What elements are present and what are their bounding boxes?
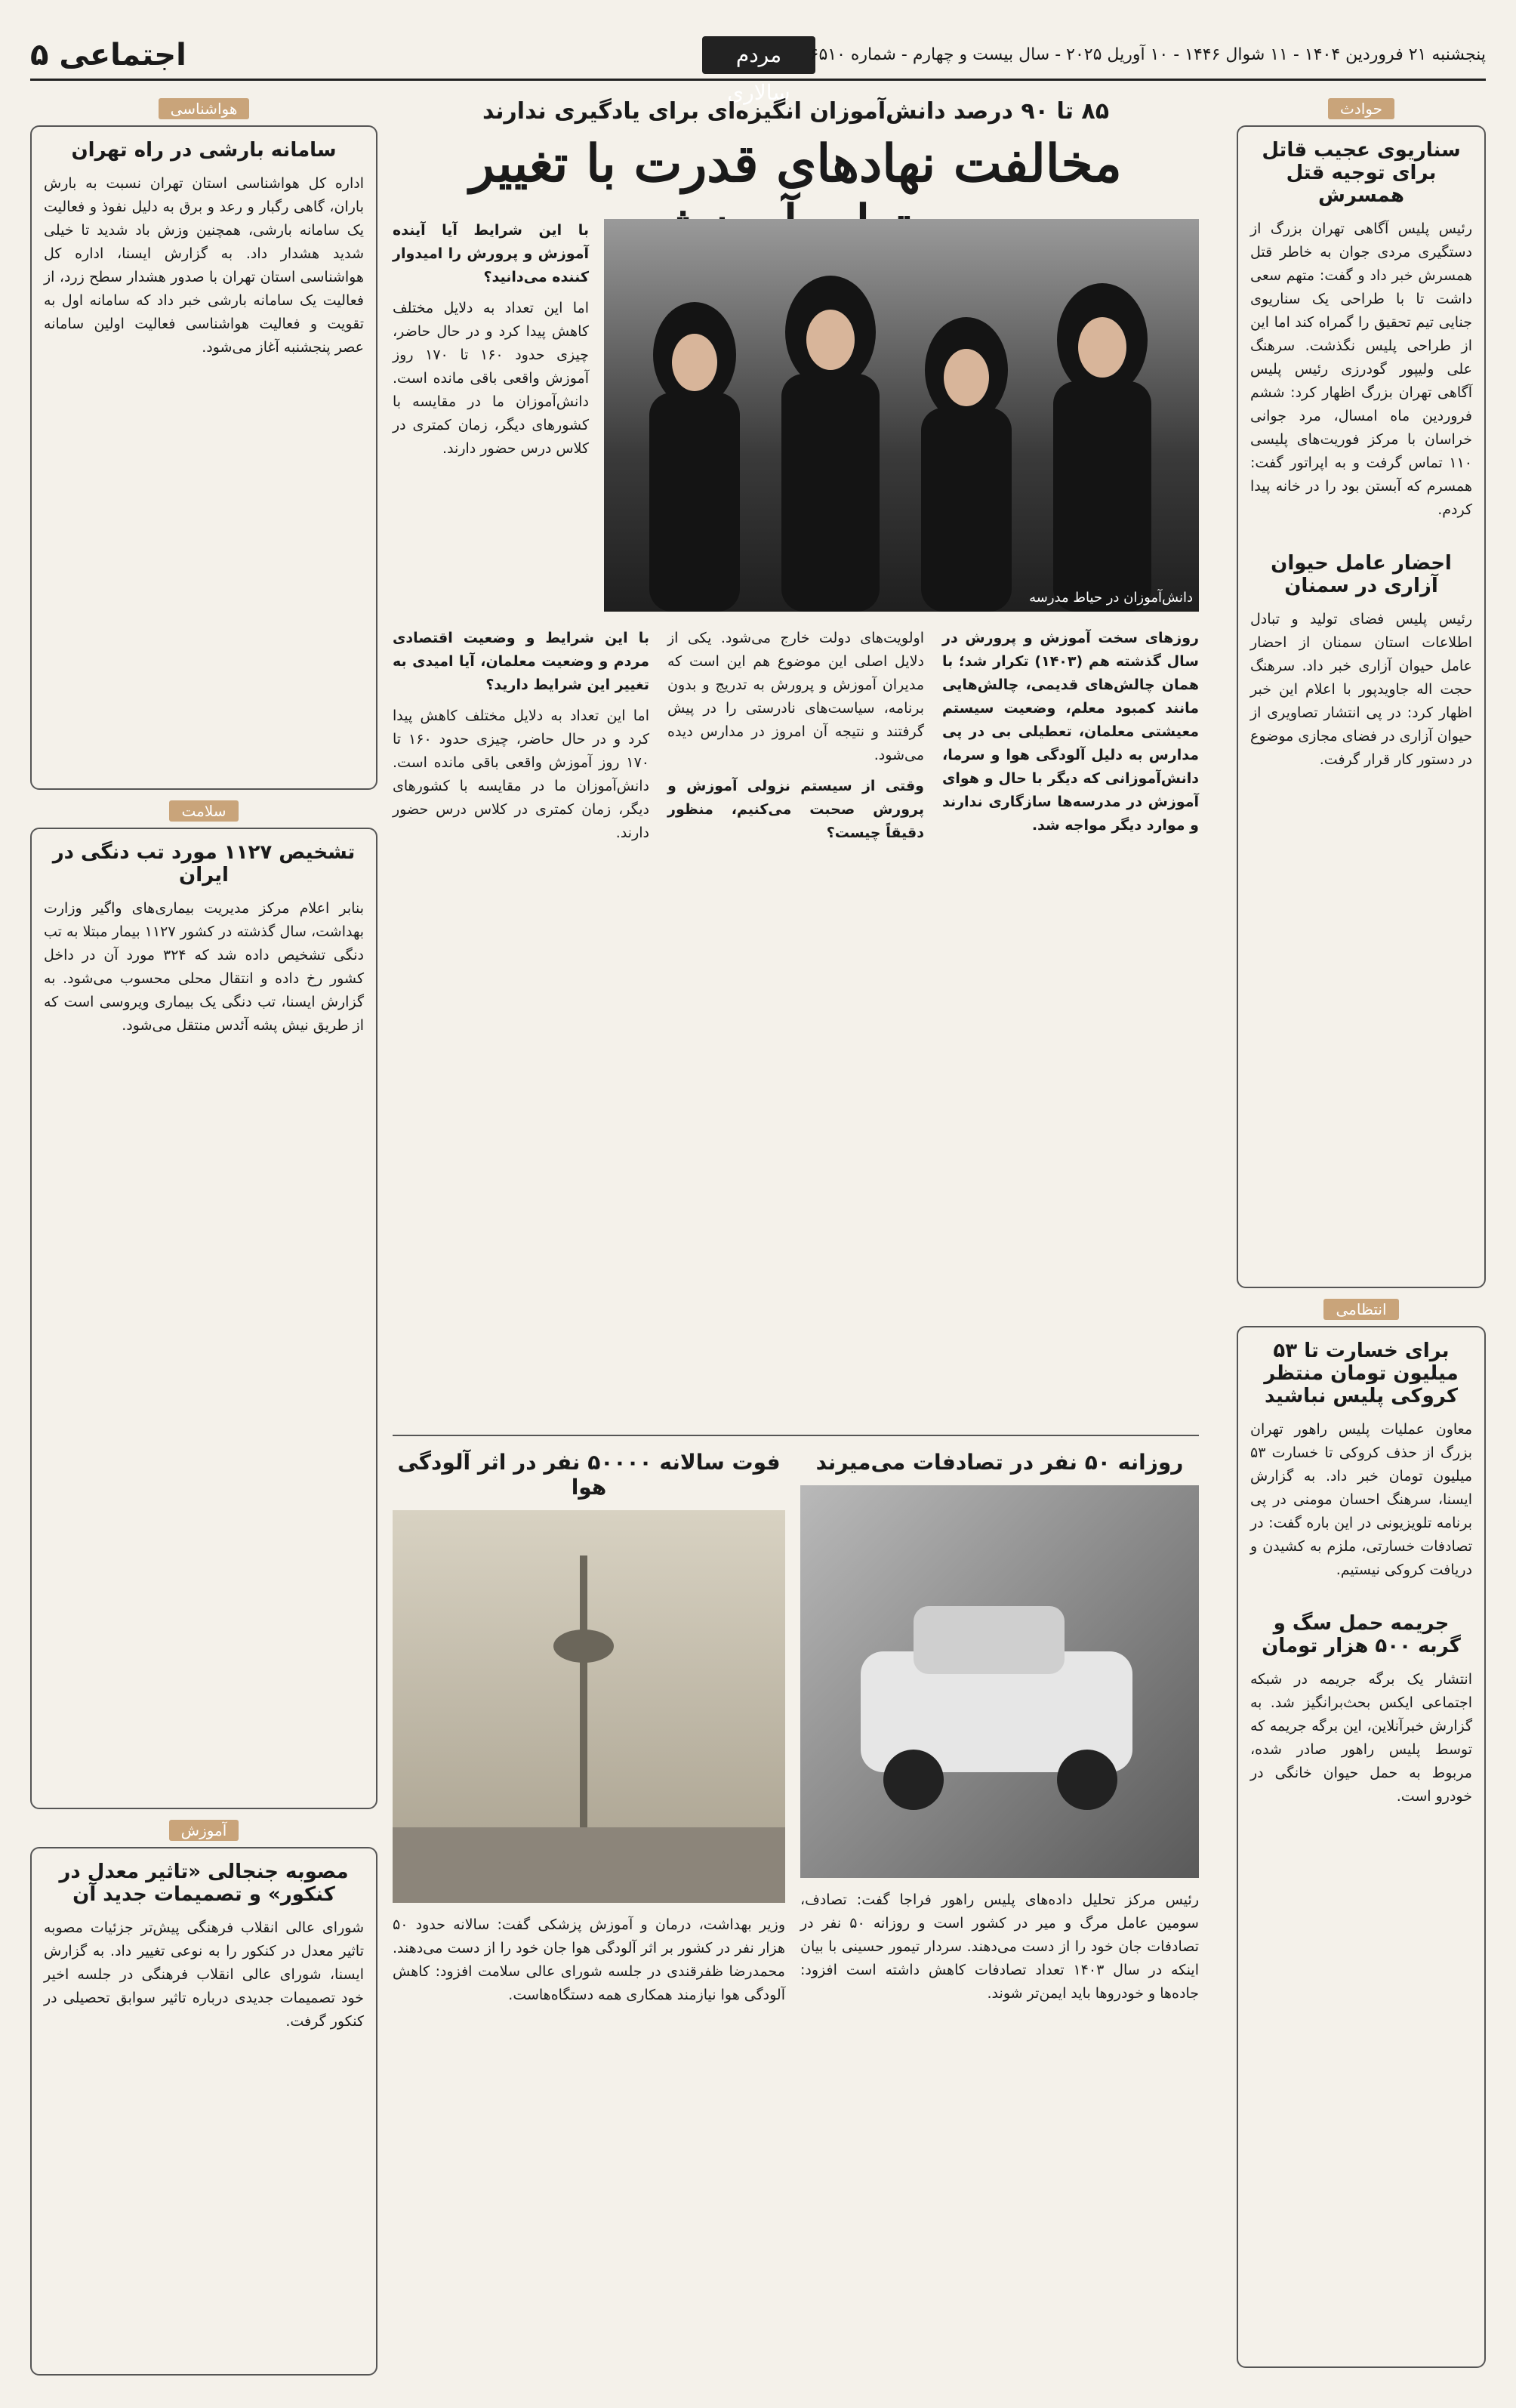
article-body: وزیر بهداشت، درمان و آموزش پزشکی گفت: سالانه حدود ۵۰ هزار نفر در کشور بر اثر آلودگی هوا جان خود را از دست می‌دهند. محمدرضا ظفرقندی در جلسه شورای عالی سلامت افزود: کاهش آلودگی هوا نیازمند همکاری همه دستگاه‌هاست. (393, 1916, 785, 2003)
discipline-box (1237, 1326, 1486, 2368)
subhead: با این شرایط و وضعیت اقتصادی مردم و وضعیت معلمان، آیا امیدی به تغییر این شرایط دارید؟ (393, 630, 649, 693)
tower-illustration (393, 1510, 785, 1903)
header-rule (30, 79, 1486, 81)
health-box (30, 828, 377, 1809)
crashed-car-photo (800, 1485, 1199, 1878)
section-divider (393, 1435, 1199, 1436)
pollution-story (393, 1450, 785, 2007)
students-illustration (604, 219, 1199, 612)
page-section-name: اجتماعی ۵ (30, 38, 186, 72)
article-title: احضار عامل حیوان آزاری در سمنان (1271, 552, 1452, 597)
article-body: شورای عالی انقلاب فرهنگی پیش‌تر جزئیات مصوبه تاثیر معدل در کنکور را به نوعی تغییر داد. به گزارش ایسنا، شورای عالی انقلاب فرهنگی در جلسه اخیر خود تصمیمات جدیدی درباره تاثیر سوابق تحصیلی در کنکور گرفت. (44, 1919, 364, 2030)
education-box (30, 1847, 377, 2376)
article-title: سناریوی عجیب قاتل برای توجیه قتل همسرش (1262, 139, 1461, 207)
article-body: اما این تعداد به دلایل مختلف کاهش پیدا کرد و در حال حاضر، چیزی حدود ۱۶۰ تا ۱۷۰ روز آموزش واقعی باقی مانده است. دانش‌آموزان ما در مقایسه با کشورهای دیگر، زمان کمتری در کلاس درس حضور دارند. (393, 300, 589, 457)
article-body: انتشار یک برگه جریمه در شبکه اجتماعی ایکس بحث‌برانگیز شد. به گزارش خبرآنلاین، این برگه جریمه که توسط پلیس راهور صادر شده، مربوط به حمل حیوان خانگی در خودرو است. (1250, 1671, 1472, 1805)
section-tag: هواشناسی (159, 98, 250, 119)
article-title: روزانه ۵۰ نفر در تصادفات می‌میرند (815, 1450, 1184, 1475)
page-header (0, 0, 1516, 105)
accidents-story (800, 1450, 1199, 2006)
left-column (30, 98, 377, 2379)
article-title: فوت سالانه ۵۰۰۰۰ نفر در اثر آلودگی هوا (397, 1450, 781, 1500)
article-title: برای خسارت تا ۵۳ میلیون تومان منتظر کروکی پلیس نباشید (1264, 1340, 1459, 1407)
article-body: معاون عملیات پلیس راهور تهران بزرگ از حذف کروکی تا خسارت ۵۳ میلیون تومان خبر داد. به گزارش ایسنا، سرهنگ احسان مومنی در پی برنامه تلویزیونی در این باره گفت: در تصادفات خسارتی، ملزم به کشیدن و دریافت کروکی نیستیم. (1250, 1421, 1472, 1578)
section-tag: انتظامی (1323, 1299, 1398, 1320)
article-body: رئیس پلیس فضای تولید و تبادل اطلاعات استان سمنان از احضار عامل حیوان آزاری خبر داد. سرهنگ حجت اله جاویدپور با اعلام این خبر اظهار کرد: در پی انتشار تصاویری از حیوان آزاری در فضای مجازی موضوع در دستور کار قرار گرفت. (1250, 611, 1472, 768)
story-kicker: ۸۵ تا ۹۰ درصد دانش‌آموزان انگیزه‌ای برای یادگیری ندارند (482, 98, 1110, 125)
article-body: بنابر اعلام مرکز مدیریت بیماری‌های واگیر وزارت بهداشت، سال گذشته در کشور ۱۱۲۷ بیمار مبتلا به تب دنگی تشخیص داده شد که ۳۲۴ مورد آن در داخل کشور رخ داده و انتقال محلی محسوب می‌شود. به گزارش ایسنا، تب دنگی یک بیماری ویروسی است که از طریق نیش پشه آئدس منتقل می‌شود. (44, 900, 365, 1034)
photo-caption: دانش‌آموزان در حیاط مدرسه (1029, 590, 1193, 606)
article-body: اولویت‌های دولت خارج می‌شود. یکی از دلایل اصلی این موضوع هم این است که مدیران آموزش و پرورش به تدریج و بدون برنامه، سیاست‌های نادرستی را در پیش گرفتند و نتیجه آن امروز در مدارس دیده می‌شود. (667, 630, 924, 763)
article-title: جریمه حمل سگ و گربه ۵۰۰ هزار تومان (1262, 1612, 1461, 1657)
article-title: سامانه بارشی در راه تهران (71, 139, 337, 162)
tehran-smog-photo (393, 1510, 785, 1903)
subhead: با این شرایط آیا آینده آموزش و پرورش را امیدوار کننده می‌دانید؟ (393, 222, 589, 285)
article-title: مصوبه جنجالی «تاثیر معدل در کنکور» و تصمیمات جدید آن (59, 1861, 349, 1906)
article-body: رئیس پلیس آگاهی تهران بزرگ از دستگیری مردی جوان به خاطر قتل همسرش خبر داد و گفت: متهم سعی داشت تا با طراحی یک سناریوی جنایی تیم تحقیق را گمراه کند اما این از طراحی پلیس نگذشت. سرهنگ علی ولیپور گودرزی رئیس پلیس آگاهی تهران بزرگ اظهار کرد: ششم فروردین ماه امسال، مرد جوانی خراسان با مرکز فوریت‌های پلیسی ۱۱۰ تماس گرفت و به اپراتور گفت: همسرم که آبستن بود را در خانه پیدا کردم. (1250, 220, 1472, 518)
weather-box (30, 125, 377, 790)
story-lead: روزهای سخت آموزش و پرورش در سال گذشته هم (۱۴۰۳) تکرار شد؛ با همان چالش‌های قدیمی، چالش‌هایی مانند کمبود معلم، وضعیت سیستم معیشتی معلمان، تعطیلی بی در پی مدارس به دلیل آلودگی هوا و سرما، دانش‌آموزانی که دیگر با حال و هوای آموزش در مدرسه‌ها سازگاری ندارند و موارد دیگر مواجه شد. (942, 630, 1199, 834)
right-column (1237, 98, 1486, 2379)
dateline: پنجشنبه ۲۱ فروردین ۱۴۰۴ - ۱۱ شوال ۱۴۴۶ - ۱۰ آوریل ۲۰۲۵ - سال بیست و چهارم - شماره ۶۵۱۰ (809, 45, 1486, 64)
students-photo (604, 219, 1199, 612)
main-lower-text (393, 627, 1199, 845)
main-text-columns (393, 219, 589, 461)
article-title: تشخیص ۱۱۲۷ مورد تب دنگی در ایران (52, 841, 356, 886)
section-tag: سلامت (169, 800, 238, 822)
subhead: وقتی از سیستم نزولی آموزش و پرورش صحبت می‌کنیم، منظور دقیقاً چیست؟ (667, 778, 924, 841)
article-body: رئیس مرکز تحلیل داده‌های پلیس راهور فراجا گفت: تصادف، سومین عامل مرگ و میر در کشور است و روزانه ۵۰ نفر در تصادفات جان خود را از دست می‌دهند. سردار تیمور حسینی با بیان اینکه در سال ۱۴۰۳ تعداد تصادفات کاهش داشته است افزود: جاده‌ها و خودروها باید ایمن‌تر شوند. (800, 1892, 1199, 2002)
section-tag: حوادث (1328, 98, 1394, 119)
crime-box (1237, 125, 1486, 1288)
article-body: اما این تعداد به دلایل مختلف کاهش پیدا کرد و در حال حاضر، چیزی حدود ۱۶۰ تا ۱۷۰ روز آموزش واقعی باقی مانده است. دانش‌آموزان ما در مقایسه با کشورهای دیگر، زمان کمتری در کلاس درس حضور دارند. (393, 708, 649, 841)
section-tag: آموزش (169, 1820, 239, 1841)
car-illustration (800, 1485, 1199, 1878)
article-body: اداره کل هواشناسی استان تهران نسبت به بارش باران، گاهی رگبار و رعد و برق به دلیل نفوذ و فعالیت یک سامانه بارشی، همچنین وزش باد شدید تا خیلی شدید هشدار داد. به گزارش ایسنا، اداره کل هواشناسی استان تهران با صدور هشدار سطح زرد، از فعالیت یک سامانه بارشی خبر داد که سامانه اول به تقویت و فعالیت هواشناسی فعالیت اولین سامانه عصر پنجشنبه آغاز می‌شود. (44, 175, 364, 356)
newspaper-logo: مردم سالاری (702, 36, 815, 74)
story-headline: مخالفت نهادهای قدرت با تغییر (470, 134, 1122, 194)
